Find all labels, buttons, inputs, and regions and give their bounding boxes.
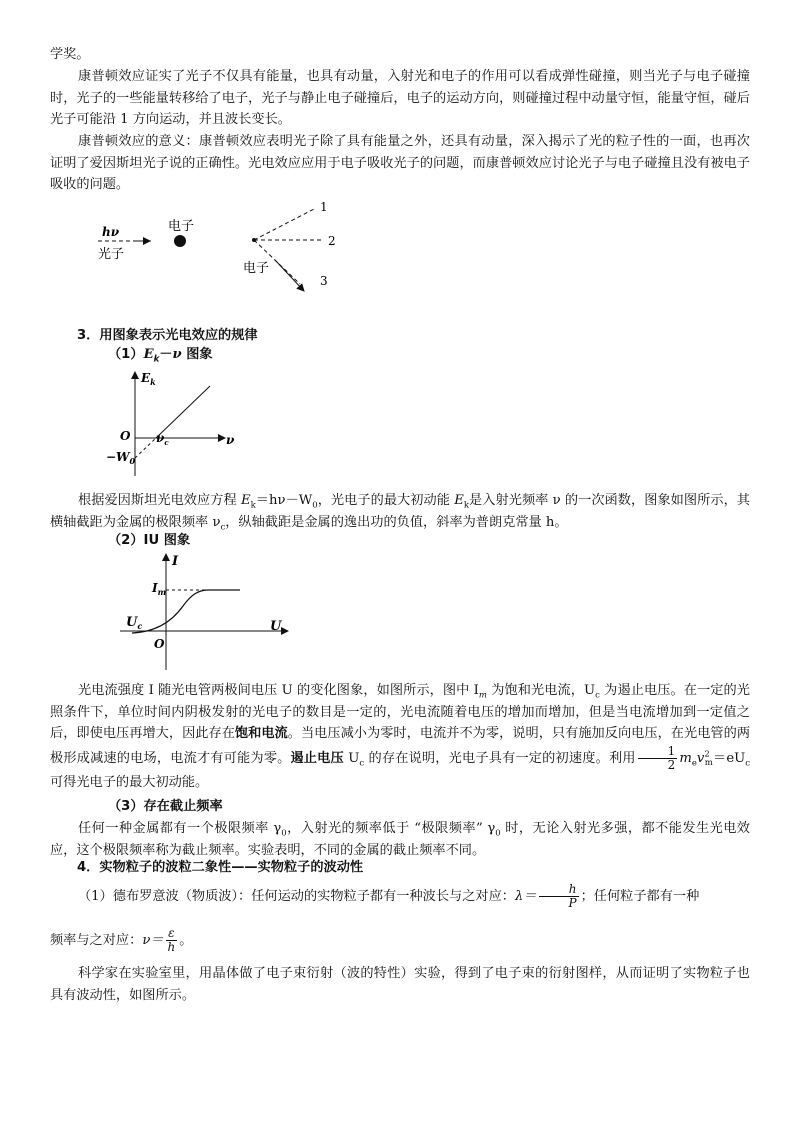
lambda-fraction: $\frac{h}{P}$ bbox=[539, 883, 579, 910]
ek-origin-label: O bbox=[120, 429, 131, 443]
electron-label-after: 电子 bbox=[243, 261, 270, 276]
photon-label: 光子 bbox=[98, 247, 125, 262]
nu-axis-label: ν bbox=[226, 433, 235, 447]
electron-label-before: 电子 bbox=[168, 219, 195, 234]
work-function-label: $-W_0$ bbox=[106, 450, 136, 466]
direction-2-label: 2 bbox=[328, 234, 336, 248]
nu-fraction: $\frac{\varepsilon}{h}$ bbox=[167, 926, 176, 954]
compton-paragraph: 康普顿效应证实了光子不仅具有能量，也具有动量，入射光和电子的作用可以看成弹性碰撞，则当光子与电子碰撞时，光子的一些能量转移给了电子，光子与静止电子碰撞后，电子的运动方向，则碰撞过程中动量守恒，能量守恒，碰后光子可能沿 1 方向运动，并且波长变长。 bbox=[50, 69, 750, 127]
current-axis-label: I bbox=[172, 554, 179, 569]
electron-diffraction-paragraph: 科学家在实验室里，用晶体做了电子束衍射（波的特性）实验，得到了电子束的衍射图样，从而证明了实物粒子也具有波动性，如图所示。 bbox=[50, 966, 750, 1003]
iu-graph bbox=[118, 550, 293, 672]
iu-curve bbox=[132, 590, 240, 633]
ek-line-extension bbox=[135, 438, 156, 458]
ek-cutoff-label: $\nu_c$ bbox=[156, 431, 169, 447]
iu-explanation-paragraph: 光电流强度 I 随光电管两极间电压 U 的变化图象，如图所示，图中 $I_m$ 为饱和光电流，$U_c$ 为遏止电压。在一定的光照条件下，单位时间内阴极发射的光电子的数目是一定的，光电流随着电压的增加而增加，但是当电流增加到一定值之后，即使电压再增大，因此存在饱和电流。当电压减小为零时，电流并不为零，说明，只有施加反向电压，在光电管的两极形成减速的电场，电流才有可能为零。遏止电压 $U_c$ 的存在说明，光电子具有一定的初速度。利用 $\frac{1}{2}$ $m_ev^2_m=eU_c$ 可得光电子的最大初动能。 bbox=[50, 683, 751, 790]
saturation-current-label: $I_m$ bbox=[152, 581, 167, 597]
direction-1-label: 1 bbox=[320, 200, 328, 214]
voltage-axis-label: U bbox=[270, 619, 282, 634]
ek-graph-title: $(1)E_k-\nu$ 图象 bbox=[108, 347, 213, 365]
electron-dot bbox=[174, 235, 186, 247]
de-broglie-paragraph: （1）德布罗意波（物质波）：任何运动的实物粒子都有一种波长与之对应：λ＝ $\frac{h}{P}$ ；任何粒子都有一种 bbox=[78, 882, 700, 910]
section-3-heading: 3．用图象表示光电效应的规律 bbox=[77, 328, 258, 343]
half-fraction: $\frac{1}{2}$ bbox=[638, 745, 678, 772]
section-4-heading: 4．实物粒子的波粒二象性——实物粒子的波动性 bbox=[77, 860, 364, 875]
compton-significance-paragraph: 康普顿效应的意义：康普顿效应表明光子除了具有能量之外，还具有动量，深入揭示了光的粒子性的一面，也再次证明了爱因斯坦光子说的正确性。光电效应应用于电子吸收光子的问题，而康普顿效应讨论光子与电子碰撞且没有被电子吸收的问题。 bbox=[50, 134, 750, 192]
electron-recoil-arrow bbox=[275, 260, 304, 291]
cutoff-frequency-paragraph: 任何一种金属都有一个极限频率 $\gamma_0$，入射光的频率低于 “极限频率” $\gamma_0$ 时，无论入射光多强，都不能发生光电效应，这个极限频率称为截止频率。实验表明，不同的金属的截止频率不同。 bbox=[50, 821, 750, 858]
cutoff-frequency-title: （3）存在截止频率 bbox=[108, 799, 223, 814]
iu-graph-title: （2）IU 图象 bbox=[108, 533, 191, 548]
direction-1-line bbox=[254, 208, 316, 240]
intro-line: 学奖。 bbox=[50, 47, 90, 62]
photon-symbol: hν bbox=[102, 225, 120, 239]
direction-3-label: 3 bbox=[320, 274, 328, 288]
iu-origin-label: O bbox=[154, 637, 165, 651]
compton-scattering-figure bbox=[90, 190, 370, 295]
ek-explanation-paragraph: 根据爱因斯坦光电效应方程 $E_k=h\nu-W_0$，光电子的最大初动能 $E_k$是入射光频率 ν 的一次函数，图象如图所示，其横轴截距为金属的极限频率 $\nu_c$，纵轴截距是金属的逸出功的负值，斜率为普朗克常量 h。 bbox=[50, 493, 750, 533]
frequency-relation-line: 频率与之对应：ν＝ $\frac{\varepsilon}{h}$ 。 bbox=[50, 926, 193, 954]
ek-nu-graph bbox=[100, 368, 250, 480]
ek-axis-label: $E_k$ bbox=[141, 371, 156, 387]
stop-voltage-label: $U_c$ bbox=[126, 615, 143, 631]
